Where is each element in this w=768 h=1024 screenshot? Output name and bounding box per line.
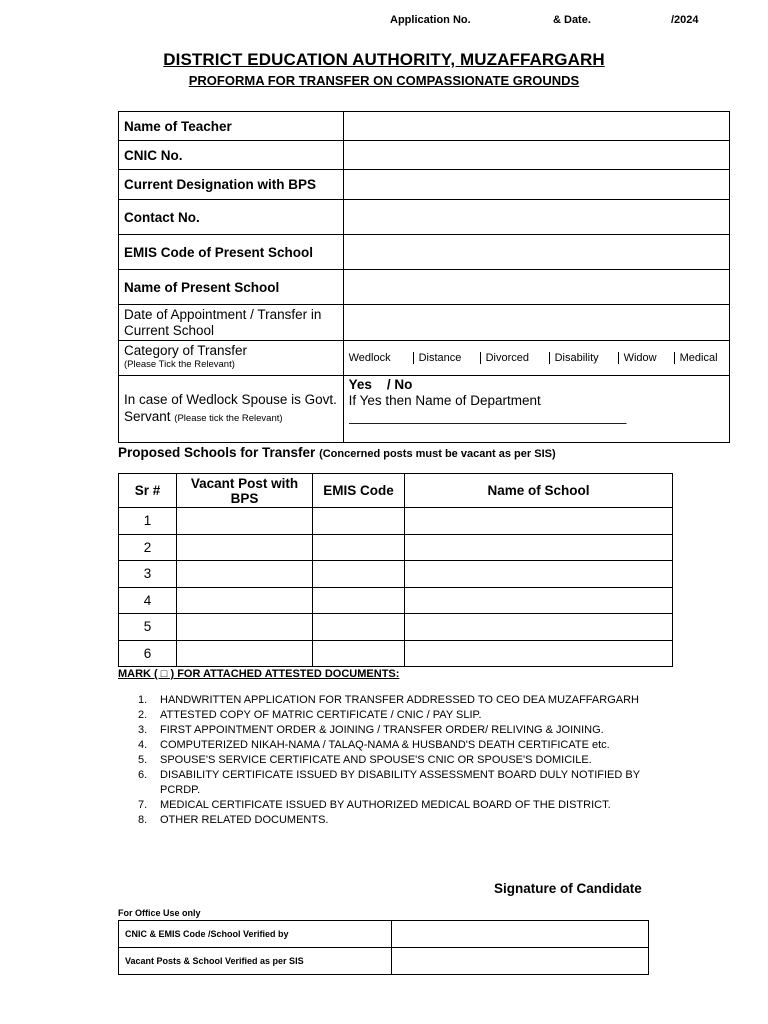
school-name-cell[interactable] bbox=[405, 640, 673, 667]
list-item: 5. SPOUSE'S SERVICE CERTIFICATE AND SPOUSE'S CNIC OR SPOUSE'S DOMICILE. bbox=[138, 754, 592, 766]
documents-list bbox=[138, 693, 650, 828]
school-name-cell[interactable] bbox=[405, 534, 673, 561]
name-of-teacher-field[interactable] bbox=[343, 112, 729, 141]
document-text: ATTESTED COPY OF MATRIC CERTIFICATE / CNIC / PAY SLIP. bbox=[160, 709, 482, 721]
department-label: If Yes then Name of Department bbox=[348, 393, 541, 408]
teacher-info-table bbox=[118, 111, 730, 443]
vacant-post-cell[interactable] bbox=[177, 640, 313, 667]
wedlock-cell bbox=[119, 376, 344, 443]
proposed-heading bbox=[118, 445, 556, 460]
wedlock-answer[interactable] bbox=[343, 376, 729, 443]
page-title: DISTRICT EDUCATION AUTHORITY, MUZAFFARGARH bbox=[163, 50, 605, 69]
present-school-label: Name of Present School bbox=[119, 270, 344, 305]
office-row-cnic-field[interactable] bbox=[392, 921, 649, 948]
yes-no-options[interactable] bbox=[349, 377, 729, 393]
appointment-date-field[interactable] bbox=[343, 305, 729, 341]
category-divorced[interactable]: Divorced bbox=[480, 352, 549, 364]
emis-code-cell[interactable] bbox=[313, 614, 405, 641]
document-text: DISABILITY CERTIFICATE ISSUED BY DISABILITY ASSESSMENT BOARD DULY NOTIFIED BY PCRDP. bbox=[160, 769, 640, 796]
contact-label: Contact No. bbox=[119, 200, 344, 235]
no-option[interactable]: / No bbox=[386, 377, 413, 392]
wedlock-label: In case of Wedlock Spouse is Govt. Servant bbox=[124, 392, 337, 424]
name-of-teacher-label: Name of Teacher bbox=[119, 112, 344, 141]
date-label: & Date. bbox=[553, 14, 591, 26]
school-name-cell[interactable] bbox=[405, 561, 673, 588]
signature-label: Signature of Candidate bbox=[494, 881, 642, 896]
list-item: 8. OTHER RELATED DOCUMENTS. bbox=[138, 814, 329, 826]
table-row bbox=[119, 614, 673, 641]
table-row bbox=[119, 534, 673, 561]
vacant-post-cell[interactable] bbox=[177, 587, 313, 614]
list-item: 7. MEDICAL CERTIFICATE ISSUED BY AUTHORIZED MEDICAL BOARD OF THE DISTRICT. bbox=[138, 799, 611, 811]
category-medical[interactable]: Medical bbox=[674, 352, 729, 364]
proposed-schools-table bbox=[118, 473, 673, 667]
office-row-vacant-field[interactable] bbox=[392, 948, 649, 975]
contact-field[interactable] bbox=[343, 200, 729, 235]
yes-option[interactable]: Yes bbox=[348, 377, 372, 392]
vacant-post-cell[interactable] bbox=[177, 561, 313, 588]
appointment-date-label: Date of Appointment / Transfer in Current School bbox=[119, 305, 344, 341]
emis-code-cell[interactable] bbox=[313, 508, 405, 535]
list-item: 6. DISABILITY CERTIFICATE ISSUED BY DISABILITY ASSESSMENT BOARD DULY NOTIFIED BY PCRDP. bbox=[138, 769, 640, 796]
col-sr: Sr # bbox=[119, 474, 177, 508]
category-options bbox=[343, 341, 729, 376]
vacant-post-cell[interactable] bbox=[177, 508, 313, 535]
sr-number: 4 bbox=[119, 587, 177, 614]
category-note: (Please Tick the Relevant) bbox=[124, 359, 235, 370]
table-row bbox=[119, 561, 673, 588]
school-name-cell[interactable] bbox=[405, 614, 673, 641]
emis-code-field[interactable] bbox=[343, 235, 729, 270]
document-text: OTHER RELATED DOCUMENTS. bbox=[160, 814, 329, 826]
list-item: 3. FIRST APPOINTMENT ORDER & JOINING / TRANSFER ORDER/ RELIVING & JOINING. bbox=[138, 724, 604, 736]
list-item: 2. ATTESTED COPY OF MATRIC CERTIFICATE / CNIC / PAY SLIP. bbox=[138, 709, 482, 721]
table-row bbox=[119, 640, 673, 667]
document-text: COMPUTERIZED NIKAH-NAMA / TALAQ-NAMA & HUSBAND'S DEATH CERTIFICATE etc. bbox=[160, 739, 610, 751]
cnic-label: CNIC No. bbox=[119, 141, 344, 170]
school-name-cell[interactable] bbox=[405, 587, 673, 614]
category-cell bbox=[119, 341, 344, 376]
present-school-field[interactable] bbox=[343, 270, 729, 305]
list-item: 4. COMPUTERIZED NIKAH-NAMA / TALAQ-NAMA & HUSBAND'S DEATH CERTIFICATE etc. bbox=[138, 739, 610, 751]
emis-code-cell[interactable] bbox=[313, 640, 405, 667]
wedlock-note: (Please tick the Relevant) bbox=[174, 413, 283, 424]
document-text: FIRST APPOINTMENT ORDER & JOINING / TRANSFER ORDER/ RELIVING & JOINING. bbox=[160, 724, 604, 736]
emis-code-cell[interactable] bbox=[313, 587, 405, 614]
office-row-vacant-label: Vacant Posts & School Verified as per SIS bbox=[119, 948, 392, 975]
sr-number: 5 bbox=[119, 614, 177, 641]
proposed-heading-text: Proposed Schools for Transfer bbox=[118, 445, 316, 460]
sr-number: 3 bbox=[119, 561, 177, 588]
category-wedlock[interactable]: Wedlock bbox=[348, 352, 391, 364]
designation-label: Current Designation with BPS bbox=[119, 170, 344, 200]
document-text: SPOUSE'S SERVICE CERTIFICATE AND SPOUSE'S CNIC OR SPOUSE'S DOMICILE. bbox=[160, 754, 592, 766]
cnic-field[interactable] bbox=[343, 141, 729, 170]
category-distance[interactable]: Distance bbox=[413, 352, 480, 364]
page-subtitle: PROFORMA FOR TRANSFER ON COMPASSIONATE GROUNDS bbox=[188, 73, 580, 88]
sr-number: 6 bbox=[119, 640, 177, 667]
category-label: Category of Transfer bbox=[124, 343, 248, 358]
category-widow[interactable]: Widow bbox=[618, 352, 674, 364]
application-no-label: Application No. bbox=[390, 14, 471, 26]
document-text: MEDICAL CERTIFICATE ISSUED BY AUTHORIZED MEDICAL BOARD OF THE DISTRICT. bbox=[160, 799, 611, 811]
emis-code-cell[interactable] bbox=[313, 561, 405, 588]
year-suffix: /2024 bbox=[671, 14, 699, 26]
sr-number: 1 bbox=[119, 508, 177, 535]
list-item: 1. HANDWRITTEN APPLICATION FOR TRANSFER ADDRESSED TO CEO DEA MUZAFFARGARH bbox=[138, 694, 639, 706]
documents-heading: MARK ( □ ) FOR ATTACHED ATTESTED DOCUMENTS: bbox=[118, 668, 400, 680]
vacant-post-cell[interactable] bbox=[177, 614, 313, 641]
col-vacant-post: Vacant Post with BPS bbox=[177, 474, 313, 508]
office-use-label: For Office Use only bbox=[118, 908, 201, 918]
document-text: HANDWRITTEN APPLICATION FOR TRANSFER ADDRESSED TO CEO DEA MUZAFFARGARH bbox=[160, 694, 639, 706]
school-name-cell[interactable] bbox=[405, 508, 673, 535]
table-row bbox=[119, 508, 673, 535]
emis-code-label: EMIS Code of Present School bbox=[119, 235, 344, 270]
emis-code-cell[interactable] bbox=[313, 534, 405, 561]
department-line[interactable]: _____________________________________ bbox=[348, 409, 627, 424]
table-row bbox=[119, 587, 673, 614]
sr-number: 2 bbox=[119, 534, 177, 561]
designation-field[interactable] bbox=[343, 170, 729, 200]
office-row-cnic-label: CNIC & EMIS Code /School Verified by bbox=[119, 921, 392, 948]
proposed-note: (Concerned posts must be vacant as per SIS) bbox=[319, 448, 556, 460]
category-options-table bbox=[344, 352, 729, 364]
category-disability[interactable]: Disability bbox=[549, 352, 618, 364]
col-school-name: Name of School bbox=[405, 474, 673, 508]
office-use-table bbox=[118, 920, 649, 975]
vacant-post-cell[interactable] bbox=[177, 534, 313, 561]
col-emis-code: EMIS Code bbox=[313, 474, 405, 508]
